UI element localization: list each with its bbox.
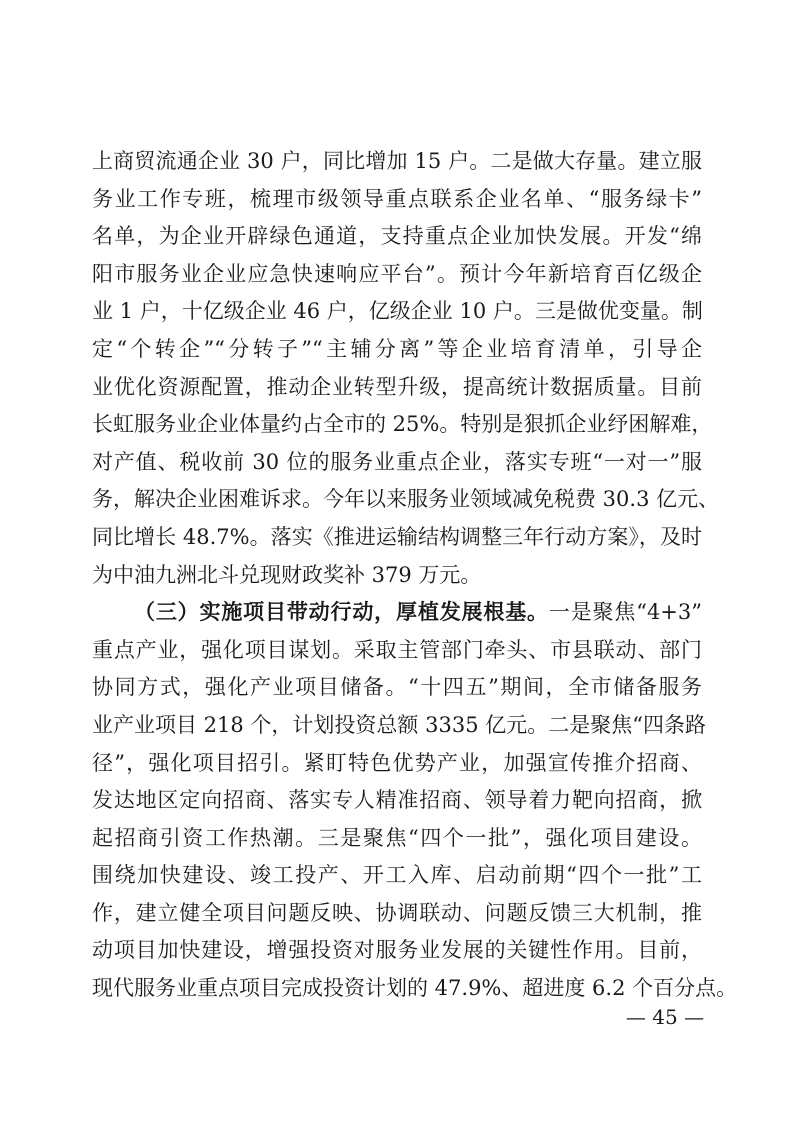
paragraph-1 [92,143,720,594]
text-line: 务，解决企业困难诉求。今年以来服务业领域减免税费 30.3 亿元、 [92,487,720,512]
page-number: — 45 — [625,1005,705,1029]
text-line: 长虹服务业企业体量约占全市的 25%。特别是狠抓企业纾困解难， [92,412,713,437]
text-line: 发达地区定向招商、落实专人精准招商、领导着力靶向招商，掀 [92,788,702,813]
text-line: 径”，强化项目招引。紧盯特色优势产业，加强宣传推介招商、 [92,750,702,775]
text-line: 阳市服务业企业应急快速响应平台”。预计今年新培育百亿级企 [92,261,702,286]
text-line: 重点产业，强化项目谋划。采取主管部门牵头、市县联动、部门 [92,637,702,662]
paragraph-2-first-line [92,594,702,632]
paragraph-2 [92,594,738,1008]
text-span: 一是聚焦“4+3” [548,600,703,625]
text-line: 名单，为企业开辟绿色通道，支持重点企业加快发展。开发“绵 [92,224,702,249]
text-line: 协同方式，强化产业项目储备。“十四五”期间，全市储备服务 [92,675,702,700]
text-line: 对产值、税收前 30 位的服务业重点企业，落实专班“一对一”服 [92,449,702,474]
text-line: 同比增长 48.7%。落实《推进运输结构调整三年行动方案》，及时 [92,524,702,549]
text-line: 业 1 户，十亿级企业 46 户，亿级企业 10 户。三是做优变量。制 [92,299,703,324]
text-line: 起招商引资工作热潮。三是聚焦“四个一批”，强化项目建设。 [92,825,702,850]
text-line: 作，建立健全项目问题反映、协调联动、问题反馈三大机制，推 [92,900,702,925]
section-heading: （三）实施项目带动行动，厚植发展根基。 [134,600,549,625]
text-line: 现代服务业重点项目完成投资计划的 47.9%、超进度 6.2 个百分点。 [92,976,738,1001]
text-line: 务业工作专班，梳理市级领导重点联系企业名单、“服务绿卡” [92,186,702,211]
text-line: 围绕加快建设、竣工投产、开工入库、启动前期“四个一批”工 [92,863,702,888]
text-line: 定“个转企”“分转子”“主辅分离”等企业培育清单，引导企 [92,336,702,361]
text-line: 为中油九洲北斗兑现财政奖补 379 万元。 [92,562,482,587]
text-line: 业优化资源配置，推动企业转型升级，提高统计数据质量。目前 [92,374,702,399]
text-line: 上商贸流通企业 30 户，同比增加 15 户。二是做大存量。建立服 [92,149,702,173]
body-text [92,143,738,1008]
text-line: 业产业项目 218 个，计划投资总额 3335 亿元。二是聚焦“四条路 [92,712,706,737]
text-line: 动项目加快建设，增强投资对服务业发展的关键性作用。目前， [92,938,702,963]
